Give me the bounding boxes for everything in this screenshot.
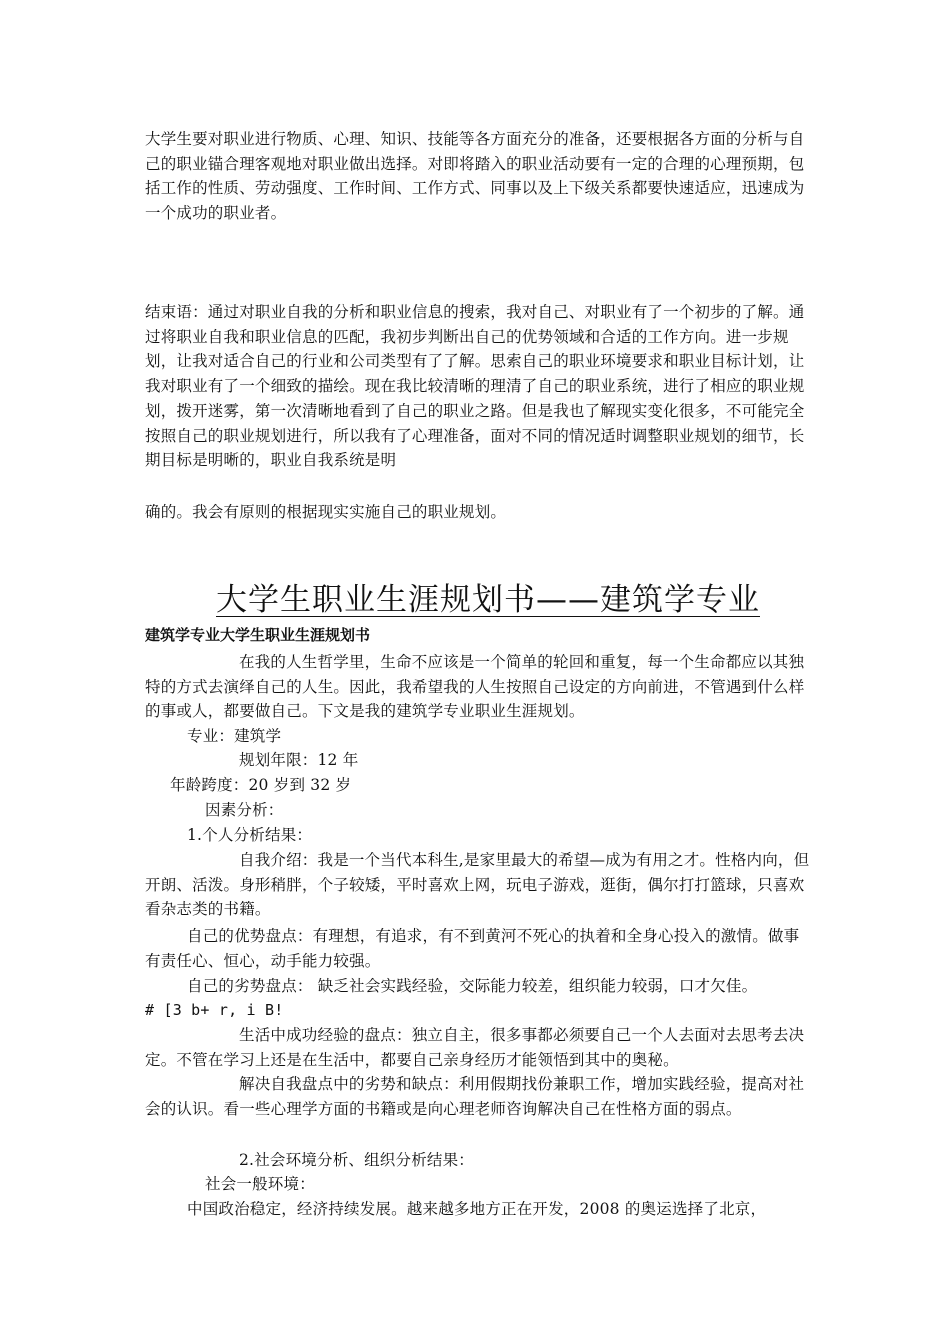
success-experience-paragraph: 生活中成功经验的盘点：独立自主，很多事都必须要自己一个人去面对去思考去决定。不管在学习上还是在生活中，都要自己亲身经历才能领悟到其中的奥秘。 <box>145 1026 805 1069</box>
age-span-line: 年龄跨度：20 岁到 32 岁 <box>170 776 352 794</box>
self-intro-paragraph: 自我介绍：我是一个当代本科生,是家里最大的希望—成为有用之才。性格内向，但开朗、活泼。身形稍胖，个子较矮，平时喜欢上网，玩电子游戏，逛街，偶尔打打篮球，只喜欢看杂志类的书籍。 <box>145 851 810 919</box>
preface-paragraph: 在我的人生哲学里，生命不应该是一个简单的轮回和重复，每一个生命都应以其独特的方式去演绎自己的人生。因此，我希望我的人生按照自己设定的方向前进，不管遇到什么样的事或人，都要做自己。下文是我的建筑学专业职业生涯规划。 <box>145 653 805 721</box>
conclusion-paragraph: 结束语：通过对职业自我的分析和职业信息的搜索，我对自己、对职业有了一个初步的了解。通过将职业自我和职业信息的匹配，我初步判断出自己的优势领域和合适的工作方向。进一步规划，让我对适合自己的行业和公司类型有了了解。思索自己的职业环境要求和职业目标计划，让我对职业有了一个细致的描绘。现在我比较清晰的理清了自己的职业系统，进行了相应的职业规划，拨开迷雾，第一次清晰地看到了自己的职业之路。但是我也了解现实变化很多，不可能完全按照自己的职业规划进行，所以我有了心理准备，面对不同的情况适时调整职业规划的细节，长期目标是明晰的，职业自我系统是明 <box>145 303 805 470</box>
document-subtitle: 建筑学专业大学生职业生涯规划书 <box>145 626 371 644</box>
weaknesses-line: 自己的劣势盘点： 缺乏社会实践经验，交际能力较差，组织能力较弱，口才欠佳。 <box>187 977 758 995</box>
factor-analysis-heading: 因素分析： <box>205 801 284 819</box>
section2-heading: 2.社会环境分析、组织分析结果： <box>239 1151 474 1169</box>
china-environment-line: 中国政治稳定，经济持续发展。越来越多地方正在开发，2008 的奥运选择了北京， <box>187 1200 767 1218</box>
garbled-text-line: # [3 b+ r, i B! <box>145 1001 284 1019</box>
solutions-paragraph: 解决自我盘点中的劣势和缺点：利用假期找份兼职工作，增加实践经验，提高对社会的认识。看一些心理学方面的书籍或是向心理老师咨询解决自己在性格方面的弱点。 <box>145 1075 805 1118</box>
strengths-paragraph: 自己的优势盘点：有理想，有追求，有不到黄河不死心的执着和全身心投入的激情。做事有责任心、恒心，动手能力较强。 <box>145 927 800 970</box>
society-general-heading: 社会一般环境： <box>205 1175 315 1193</box>
conclusion-tail: 确的。我会有原则的根据现实实施自己的职业规划。 <box>145 503 507 521</box>
plan-years-line: 规划年限：12 年 <box>239 751 359 769</box>
document-title <box>216 580 788 620</box>
section1-heading: 1.个人分析结果： <box>187 826 313 844</box>
major-line: 专业：建筑学 <box>187 727 282 745</box>
document-title-text: 大学生职业生涯规划书——建筑学专业 <box>216 582 760 618</box>
intro-paragraph: 大学生要对职业进行物质、心理、知识、技能等各方面充分的准备，还要根据各方面的分析与自己的职业锚合理客观地对职业做出选择。对即将踏入的职业活动要有一定的合理的心理预期，包括工作的性质、劳动强度、工作时间、工作方式、同事以及上下级关系都要快速适应，迅速成为一个成功的职业者。 <box>145 130 805 223</box>
